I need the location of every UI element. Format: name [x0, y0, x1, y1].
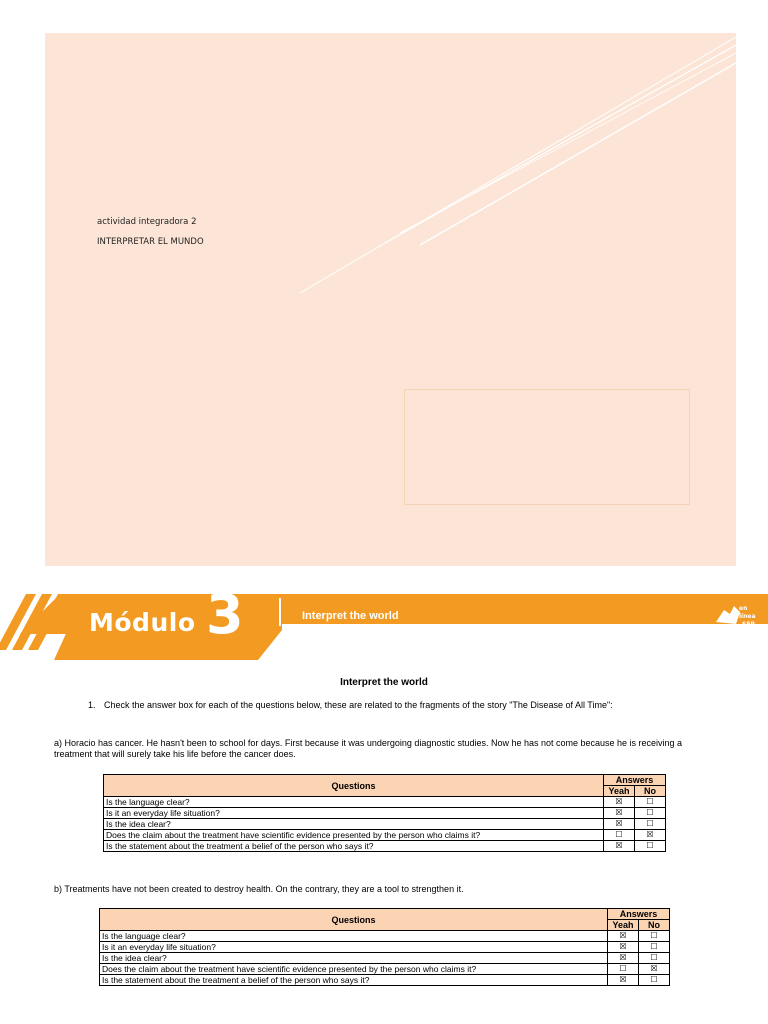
svg-text:línea: línea: [739, 613, 756, 620]
module-label: Módulo: [89, 608, 196, 637]
table-row: [104, 797, 666, 808]
yes-checkbox[interactable]: ☒: [604, 819, 635, 830]
no-checkbox[interactable]: ☐: [639, 931, 670, 942]
no-checkbox[interactable]: ☒: [639, 964, 670, 975]
question-cell: Is the language clear?: [100, 931, 608, 942]
table-row: [104, 830, 666, 841]
yes-checkbox[interactable]: ☒: [604, 808, 635, 819]
answers-table-b: [99, 908, 670, 986]
yes-checkbox[interactable]: ☐: [604, 830, 635, 841]
no-column-header: No: [635, 786, 666, 797]
prepa-en-linea-sep-logo-icon: [712, 600, 756, 632]
answers-table-a: [103, 774, 666, 852]
no-checkbox[interactable]: ☐: [635, 797, 666, 808]
table-row: [100, 942, 670, 953]
cover-subtitle: actividad integradora 2: [97, 217, 197, 227]
questions-header: Questions: [100, 909, 608, 931]
svg-text:SEP: SEP: [742, 621, 755, 628]
document-title: Interpret the world: [340, 677, 428, 688]
instruction-text: Check the answer box for each of the questions below, these are related to the fragments of the story "The Disease of All Time":: [104, 700, 613, 710]
question-cell: Is it an everyday life situation?: [100, 942, 608, 953]
table-row: [100, 931, 670, 942]
question-cell: Is the language clear?: [104, 797, 604, 808]
cover-placeholder-box: [404, 389, 690, 505]
yes-checkbox[interactable]: ☒: [608, 931, 639, 942]
yes-column-header: Yeah: [608, 920, 639, 931]
answers-header: Answers: [604, 775, 666, 786]
instruction-number: 1.: [88, 700, 96, 710]
table-row: [104, 808, 666, 819]
no-checkbox[interactable]: ☒: [635, 830, 666, 841]
yes-checkbox[interactable]: ☒: [608, 942, 639, 953]
no-column-header: No: [639, 920, 670, 931]
no-checkbox[interactable]: ☐: [635, 808, 666, 819]
question-cell: Is the idea clear?: [104, 819, 604, 830]
no-checkbox[interactable]: ☐: [635, 841, 666, 852]
question-cell: Is it an everyday life situation?: [104, 808, 604, 819]
table-row: [104, 841, 666, 852]
svg-text:en: en: [739, 605, 748, 612]
no-checkbox[interactable]: ☐: [639, 942, 670, 953]
yes-checkbox[interactable]: ☒: [604, 841, 635, 852]
table-row: [100, 964, 670, 975]
table-row: [100, 975, 670, 986]
fragment-a: a) Horacio has cancer. He hasn't been to school for days. First because it was undergoing diagnostic studies. Now he has not come because he is receiving a treatment that will surely take his life before the cancer does.: [54, 738, 683, 759]
no-checkbox[interactable]: ☐: [639, 953, 670, 964]
yes-column-header: Yeah: [604, 786, 635, 797]
yes-checkbox[interactable]: ☒: [608, 975, 639, 986]
table-row: [100, 953, 670, 964]
instruction: [88, 700, 704, 711]
fragment-b: b) Treatments have not been created to destroy health. On the contrary, they are a tool to strengthen it.: [54, 884, 464, 894]
banner-title: Interpret the world: [302, 610, 399, 622]
no-checkbox[interactable]: ☐: [639, 975, 670, 986]
questions-header: Questions: [104, 775, 604, 797]
no-checkbox[interactable]: ☐: [635, 819, 666, 830]
yes-checkbox[interactable]: ☒: [604, 797, 635, 808]
answers-header: Answers: [608, 909, 670, 920]
banner-divider: [279, 598, 281, 626]
yes-checkbox[interactable]: ☒: [608, 953, 639, 964]
cover-title: INTERPRETAR EL MUNDO: [97, 237, 204, 247]
question-cell: Is the statement about the treatment a belief of the person who says it?: [104, 841, 604, 852]
table-row: [104, 819, 666, 830]
cover-page: [45, 33, 736, 566]
yes-checkbox[interactable]: ☐: [608, 964, 639, 975]
module-number: 3: [206, 583, 244, 646]
question-cell: Does the claim about the treatment have scientific evidence presented by the person who claims it?: [104, 830, 604, 841]
question-cell: Does the claim about the treatment have scientific evidence presented by the person who claims it?: [100, 964, 608, 975]
question-cell: Is the idea clear?: [100, 953, 608, 964]
question-cell: Is the statement about the treatment a belief of the person who says it?: [100, 975, 608, 986]
